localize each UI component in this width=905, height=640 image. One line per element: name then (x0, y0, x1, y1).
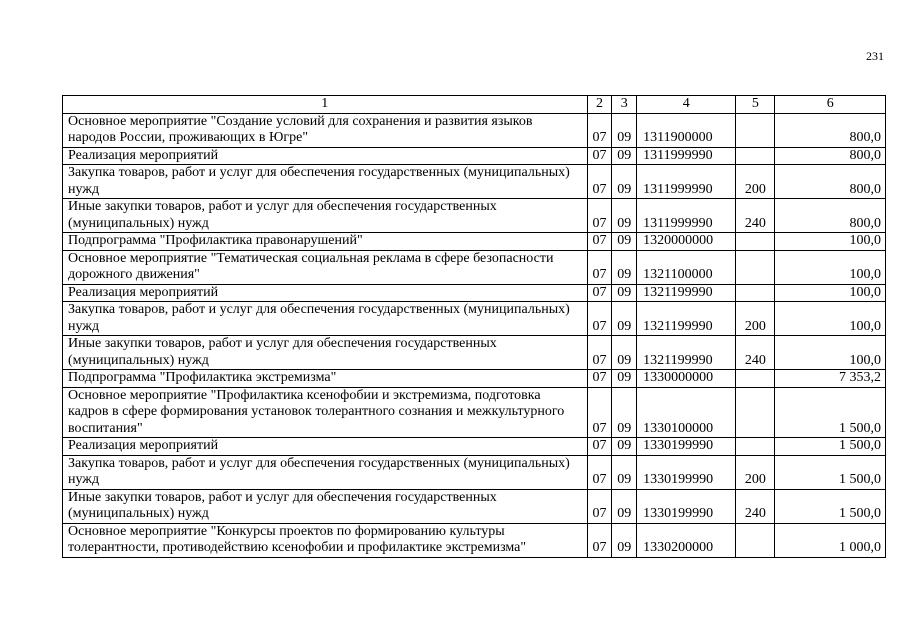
section-code-cell: 07 (587, 199, 612, 233)
item-name-cell: Подпрограмма "Профилактика экстремизма" (63, 370, 588, 388)
target-item-code-cell: 1330200000 (637, 523, 736, 557)
table-row (63, 302, 886, 336)
subsection-code-cell: 09 (612, 336, 637, 370)
amount-cell: 1 000,0 (775, 523, 886, 557)
header-cell: 2 (587, 96, 612, 114)
section-code-cell: 07 (587, 370, 612, 388)
header-cell: 6 (775, 96, 886, 114)
table-row (63, 438, 886, 456)
expense-type-code-cell (736, 233, 775, 251)
amount-cell: 800,0 (775, 165, 886, 199)
subsection-code-cell: 09 (612, 199, 637, 233)
amount-cell: 1 500,0 (775, 438, 886, 456)
amount-cell: 1 500,0 (775, 455, 886, 489)
amount-cell: 100,0 (775, 250, 886, 284)
table-body (63, 113, 886, 557)
subsection-code-cell: 09 (612, 250, 637, 284)
section-code-cell: 07 (587, 302, 612, 336)
section-code-cell: 07 (587, 438, 612, 456)
table-row (63, 284, 886, 302)
item-name-cell: Иные закупки товаров, работ и услуг для обеспечения государственных (муниципальных) нужд (63, 199, 588, 233)
subsection-code-cell: 09 (612, 165, 637, 199)
subsection-code-cell: 09 (612, 113, 637, 147)
expense-type-code-cell: 240 (736, 489, 775, 523)
target-item-code-cell: 1311999990 (637, 147, 736, 165)
amount-cell: 100,0 (775, 302, 886, 336)
expense-type-code-cell: 200 (736, 165, 775, 199)
expense-type-code-cell: 200 (736, 302, 775, 336)
table-row (63, 199, 886, 233)
section-code-cell: 07 (587, 147, 612, 165)
subsection-code-cell: 09 (612, 387, 637, 438)
target-item-code-cell: 1320000000 (637, 233, 736, 251)
target-item-code-cell: 1330199990 (637, 438, 736, 456)
item-name-cell: Основное мероприятие "Профилактика ксенофобии и экстремизма, подготовка кадров в сфере формирования установок толерантного сознания и межкультурного воспитания" (63, 387, 588, 438)
target-item-code-cell: 1311900000 (637, 113, 736, 147)
page-number: 231 (866, 49, 884, 63)
subsection-code-cell: 09 (612, 438, 637, 456)
section-code-cell: 07 (587, 165, 612, 199)
expense-type-code-cell: 200 (736, 455, 775, 489)
amount-cell: 1 500,0 (775, 489, 886, 523)
table-row (63, 370, 886, 388)
table-row (63, 336, 886, 370)
target-item-code-cell: 1321100000 (637, 250, 736, 284)
section-code-cell: 07 (587, 284, 612, 302)
section-code-cell: 07 (587, 233, 612, 251)
item-name-cell: Реализация мероприятий (63, 147, 588, 165)
header-cell: 5 (736, 96, 775, 114)
amount-cell: 7 353,2 (775, 370, 886, 388)
section-code-cell: 07 (587, 336, 612, 370)
expense-type-code-cell (736, 147, 775, 165)
expense-type-code-cell (736, 387, 775, 438)
item-name-cell: Закупка товаров, работ и услуг для обеспечения государственных (муниципальных) нужд (63, 302, 588, 336)
amount-cell: 100,0 (775, 336, 886, 370)
item-name-cell: Реализация мероприятий (63, 438, 588, 456)
table-row (63, 165, 886, 199)
table-row (63, 113, 886, 147)
amount-cell: 1 500,0 (775, 387, 886, 438)
subsection-code-cell: 09 (612, 523, 637, 557)
item-name-cell: Иные закупки товаров, работ и услуг для обеспечения государственных (муниципальных) нужд (63, 336, 588, 370)
table-row (63, 250, 886, 284)
table-row (63, 233, 886, 251)
budget-table (62, 95, 886, 558)
item-name-cell: Основное мероприятие "Тематическая социальная реклама в сфере безопасности дорожного движения" (63, 250, 588, 284)
expense-type-code-cell: 240 (736, 199, 775, 233)
expense-type-code-cell (736, 250, 775, 284)
table-row (63, 455, 886, 489)
item-name-cell: Подпрограмма "Профилактика правонарушений" (63, 233, 588, 251)
target-item-code-cell: 1311999990 (637, 199, 736, 233)
table-header-row (63, 96, 886, 114)
subsection-code-cell: 09 (612, 455, 637, 489)
expense-type-code-cell (736, 523, 775, 557)
amount-cell: 800,0 (775, 199, 886, 233)
amount-cell: 800,0 (775, 113, 886, 147)
section-code-cell: 07 (587, 113, 612, 147)
item-name-cell: Основное мероприятие "Конкурсы проектов по формированию культуры толерантности, противодействию ксенофобии и профилактике экстремизма" (63, 523, 588, 557)
target-item-code-cell: 1321199990 (637, 336, 736, 370)
item-name-cell: Иные закупки товаров, работ и услуг для обеспечения государственных (муниципальных) нужд (63, 489, 588, 523)
expense-type-code-cell: 240 (736, 336, 775, 370)
expense-type-code-cell (736, 438, 775, 456)
section-code-cell: 07 (587, 489, 612, 523)
item-name-cell: Основное мероприятие "Создание условий для сохранения и развития языков народов России, проживающих в Югре" (63, 113, 588, 147)
table-row (63, 147, 886, 165)
target-item-code-cell: 1321199990 (637, 302, 736, 336)
table-row (63, 489, 886, 523)
subsection-code-cell: 09 (612, 147, 637, 165)
subsection-code-cell: 09 (612, 489, 637, 523)
section-code-cell: 07 (587, 455, 612, 489)
target-item-code-cell: 1321199990 (637, 284, 736, 302)
section-code-cell: 07 (587, 387, 612, 438)
subsection-code-cell: 09 (612, 233, 637, 251)
subsection-code-cell: 09 (612, 302, 637, 336)
section-code-cell: 07 (587, 250, 612, 284)
target-item-code-cell: 1330199990 (637, 489, 736, 523)
header-cell: 3 (612, 96, 637, 114)
subsection-code-cell: 09 (612, 370, 637, 388)
target-item-code-cell: 1330199990 (637, 455, 736, 489)
amount-cell: 800,0 (775, 147, 886, 165)
item-name-cell: Реализация мероприятий (63, 284, 588, 302)
header-cell: 4 (637, 96, 736, 114)
table-row (63, 387, 886, 438)
expense-type-code-cell (736, 284, 775, 302)
target-item-code-cell: 1311999990 (637, 165, 736, 199)
section-code-cell: 07 (587, 523, 612, 557)
target-item-code-cell: 1330000000 (637, 370, 736, 388)
item-name-cell: Закупка товаров, работ и услуг для обеспечения государственных (муниципальных) нужд (63, 455, 588, 489)
amount-cell: 100,0 (775, 284, 886, 302)
expense-type-code-cell (736, 370, 775, 388)
amount-cell: 100,0 (775, 233, 886, 251)
item-name-cell: Закупка товаров, работ и услуг для обеспечения государственных (муниципальных) нужд (63, 165, 588, 199)
table-row (63, 523, 886, 557)
target-item-code-cell: 1330100000 (637, 387, 736, 438)
subsection-code-cell: 09 (612, 284, 637, 302)
header-cell: 1 (63, 96, 588, 114)
expense-type-code-cell (736, 113, 775, 147)
